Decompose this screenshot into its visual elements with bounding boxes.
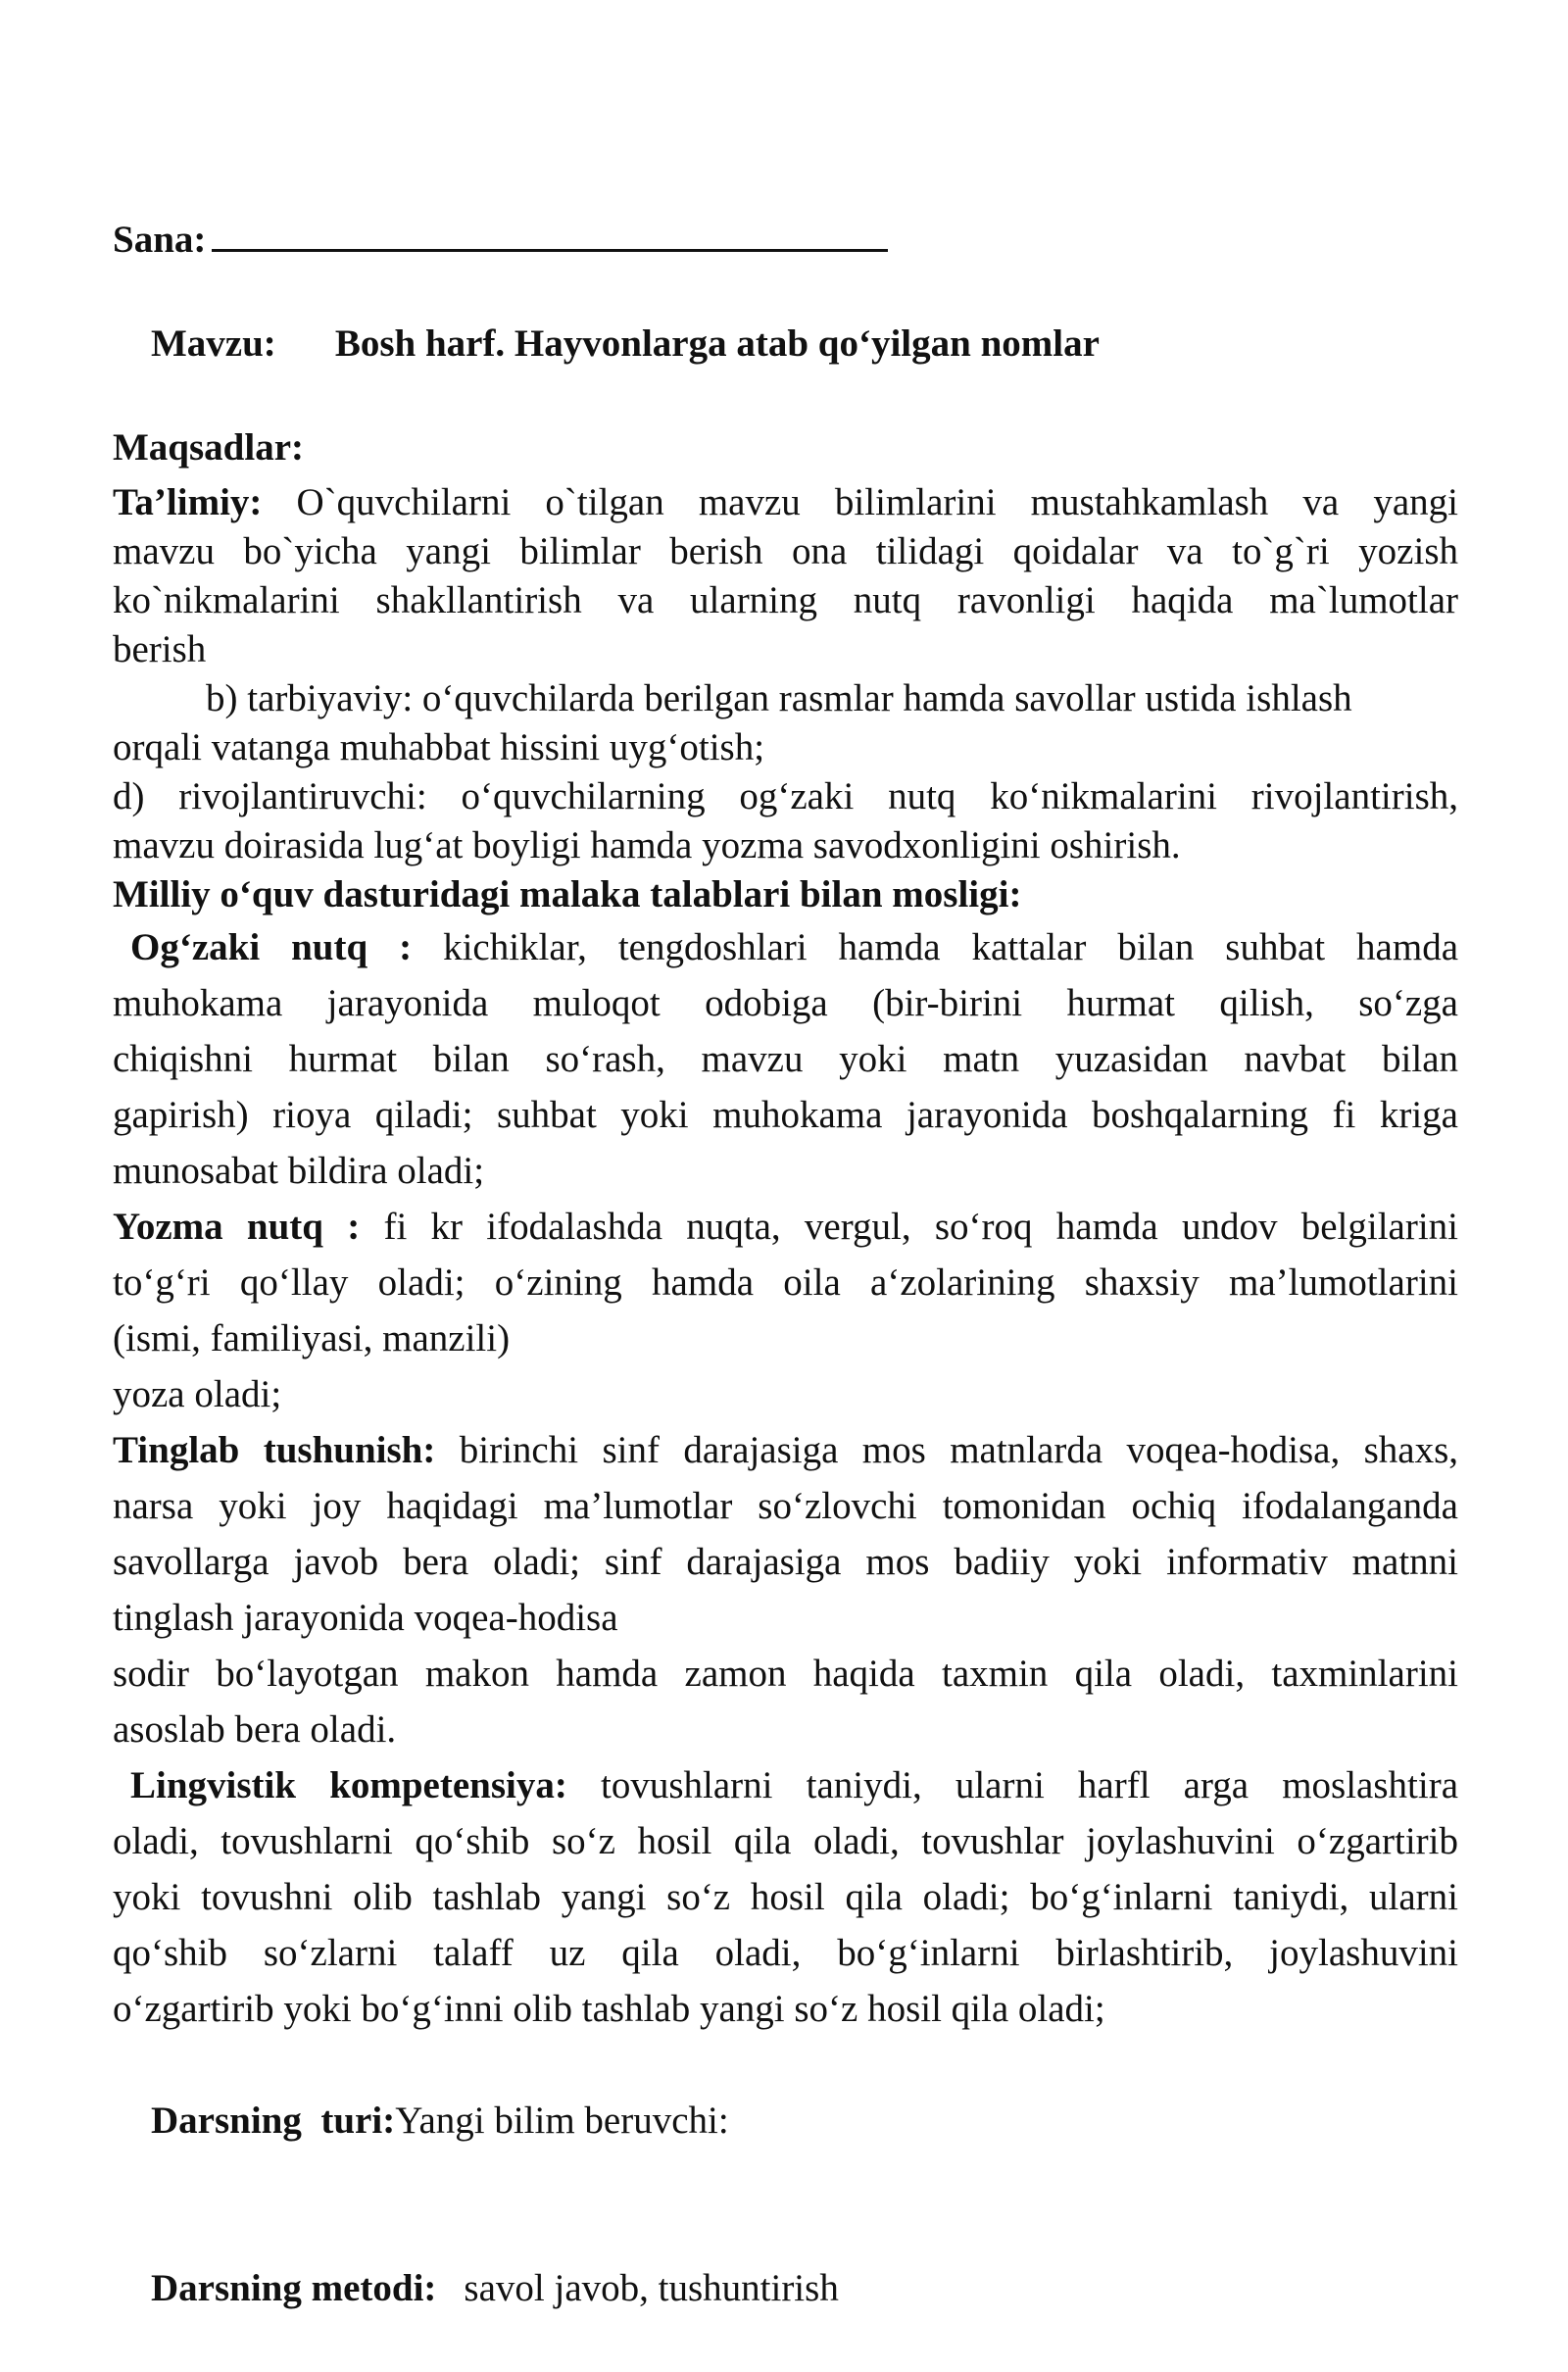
tinglab-line-5: sodir bo‘layotgan makon hamda zamon haqida taxmin qila oladi, taxminlarini — [113, 1653, 1458, 1695]
yozma-line-3: (ismi, familiyasi, manzili) — [113, 1317, 511, 1359]
tinglab-line-4: tinglash jarayonida voqea-hodisa — [113, 1597, 618, 1639]
lingvistik-line-1 — [113, 1757, 1458, 1813]
ogzaki-label: Og‘zaki nutq : — [130, 926, 413, 968]
tinglab-line-1 — [113, 1422, 1458, 1478]
tinglab-line-2: narsa yoki joy haqidagi ma’lumotlar so‘zlovchi tomonidan ochiq ifodalanganda — [113, 1485, 1458, 1527]
tinglab-text-1: birinchi sinf darajasiga mos matnlarda voqea-hodisa, shaxs, — [459, 1429, 1458, 1471]
talimiy-line-3: ko`nikmalarini shakllantirish va ularning nutq ravonligi haqida ma`lumotlar — [113, 579, 1458, 621]
lingvistik-line-3: yoki tovushni olib tashlab yangi so‘z hosil qila oladi; bo‘g‘inlarni taniydi, ularni — [113, 1876, 1458, 1918]
ogzaki-line-2: muhokama jarayonida muloqot odobiga (bir-birini hurmat qilish, so‘zga — [113, 982, 1458, 1024]
tinglab-line-3: savollarga javob bera oladi; sinf darajasiga mos badiiy yoki informativ matnni — [113, 1541, 1458, 1583]
ogzaki-line-1 — [113, 919, 1458, 975]
yozma-text-1: fi kr ifodalashda nuqta, vergul, so‘roq hamda undov belgilarini — [383, 1206, 1459, 1248]
sana-blank-line — [212, 208, 888, 252]
yozma-line-4: yoza oladi; — [113, 1373, 282, 1415]
talimiy-text-1: O`quvchilarni o`tilgan mavzu bilimlarini mustahkamlash va yangi — [296, 481, 1458, 523]
darsning-turi-row — [113, 2037, 1458, 2204]
sana-label: Sana: — [113, 219, 207, 261]
sana-row — [113, 208, 1458, 265]
yozma-line-2: to‘g‘ri qo‘llay oladi; o‘zining hamda oila a‘zolarining shaxsiy ma’lumotlarini — [113, 1261, 1458, 1304]
tinglab-label: Tinglab tushunish: — [113, 1429, 436, 1471]
document-page — [113, 208, 1458, 2372]
lingvistik-label: Lingvistik kompetensiya: — [130, 1764, 567, 1806]
rivojlantiruvchi-line-2: mavzu doirasida lug‘at boyligi hamda yozma savodxonligini oshirish. — [113, 824, 1181, 866]
ogzaki-text-1: kichiklar, tengdoshlari hamda kattalar bilan suhbat hamda — [443, 926, 1459, 968]
rivojlantiruvchi-line-1: d) rivojlantiruvchi: o‘quvchilarning og‘zaki nutq ko‘nikmalarini rivojlantirish, — [113, 775, 1458, 817]
lingvistik-text-1: tovushlarni taniydi, ularni harfl arga moslashtira — [601, 1764, 1459, 1806]
talimiy-line-1 — [113, 478, 1458, 527]
darsning-turi-label: Darsning turi: — [151, 2100, 396, 2142]
tinglab-line-6: asoslab bera oladi. — [113, 1708, 397, 1751]
ogzaki-line-5: munosabat bildira oladi; — [113, 1150, 485, 1192]
ogzaki-line-3: chiqishni hurmat bilan so‘rash, mavzu yoki matn yuzasidan navbat bilan — [113, 1038, 1458, 1080]
lingvistik-line-2: oladi, tovushlarni qo‘shib so‘z hosil qila oladi, tovushlar joylashuvini o‘zgartirib — [113, 1820, 1458, 1862]
talimiy-line-2: mavzu bo`yicha yangi bilimlar berish ona tilidagi qoidalar va to`g`ri yozish — [113, 530, 1458, 572]
milliy-heading: Milliy o‘quv dasturidagi malaka talablari bilan mosligi: — [113, 873, 1022, 915]
talimiy-label: Ta’limiy: — [113, 481, 263, 523]
lingvistik-line-4: qo‘shib so‘zlarni talaff uz qila oladi, bo‘g‘inlarni birlashtirib, joylashuvini — [113, 1932, 1458, 1974]
darsning-turi-value: Yangi bilim beruvchi: — [395, 2100, 729, 2142]
talimiy-line-4: berish — [113, 628, 207, 670]
ogzaki-line-4: gapirish) rioya qiladi; suhbat yoki muhokama jarayonida boshqalarning fi kriga — [113, 1094, 1458, 1136]
darsning-metodi-row — [113, 2204, 1458, 2372]
mavzu-label: Mavzu: — [151, 322, 276, 365]
tarbiyaviy-line-2: orqali vatanga muhabbat hissini uyg‘otish; — [113, 726, 765, 768]
yozma-line-1 — [113, 1199, 1458, 1255]
yozma-label: Yozma nutq : — [113, 1206, 361, 1248]
maqsadlar-label: Maqsadlar: — [113, 426, 304, 469]
mavzu-row — [113, 271, 1458, 418]
tarbiyaviy-line-1: b) tarbiyaviy: o‘quvchilarda berilgan rasmlar hamda savollar ustida ishlash — [206, 677, 1352, 719]
lingvistik-line-5: o‘zgartirib yoki bo‘g‘inni olib tashlab yangi so‘z hosil qila oladi; — [113, 1988, 1105, 2030]
mavzu-text: Bosh harf. Hayvonlarga atab qo‘yilgan nomlar — [334, 322, 1100, 365]
darsning-metodi-value: savol javob, tushuntirish — [464, 2267, 839, 2309]
darsning-metodi-label: Darsning metodi: — [151, 2267, 437, 2309]
